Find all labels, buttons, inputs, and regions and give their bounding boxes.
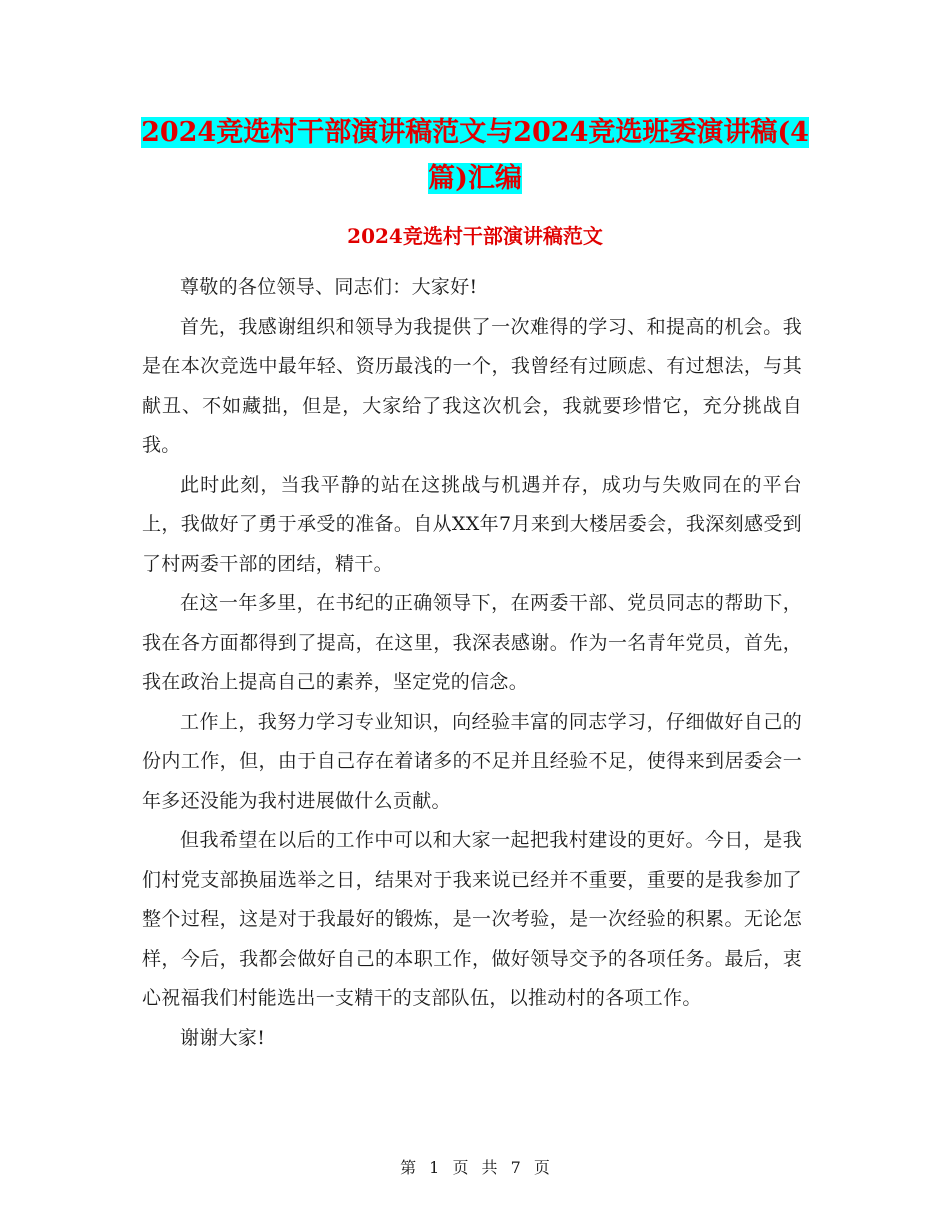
paragraph: 此时此刻，当我平静的站在这挑战与机遇并存，成功与失败同在的平台上，我做好了勇于承受的准备。自从XX年7月来到大楼居委会，我深刻感受到了村两委干部的团结，精干。 [142, 473, 802, 575]
page-number-footer: 第 1 页 共 7 页 [400, 1158, 550, 1177]
document-title [140, 110, 810, 202]
paragraph: 首先，我感谢组织和领导为我提供了一次难得的学习、和提高的机会。我是在本次竞选中最年轻、资历最浅的一个，我曾经有过顾虑、有过想法，与其献丑、不如藏拙，但是，大家给了我这次机会，我就要珍惜它，充分挑战自我。 [142, 315, 802, 456]
paragraph-closing: 谢谢大家! [180, 1026, 266, 1049]
document-body [142, 268, 802, 1058]
paragraph: 在这一年多里，在书纪的正确领导下，在两委干部、党员同志的帮助下，我在各方面都得到了提高，在这里，我深表感谢。作为一名青年党员，首先，我在政治上提高自己的素养，坚定党的信念。 [142, 592, 802, 693]
paragraph-greeting: 尊敬的各位领导、同志们：大家好! [180, 276, 478, 298]
document-title-text: 2024竞选村干部演讲稿范文与2024竞选班委演讲稿(4篇)汇编 [141, 117, 809, 194]
paragraph: 工作上，我努力学习专业知识，向经验丰富的同志学习，仔细做好自己的份内工作，但，由于自己存在着诸多的不足并且经验不足，使得来到居委会一年多还没能为我村进展做什么贡献。 [142, 710, 802, 812]
paragraph: 但我希望在以后的工作中可以和大家一起把我村建设的更好。今日，是我们村党支部换届选举之日，结果对于我来说已经并不重要，重要的是我参加了整个过程，这是对于我最好的锻炼，是一次考验，是一次经验的积累。无论怎样，今后，我都会做好自己的本职工作，做好领导交予的各项任务。最后，衷心祝福我们村能选出一支精干的支部队伍，以推动村的各项工作。 [142, 829, 802, 1009]
section-title: 2024竞选村干部演讲稿范文 [347, 224, 603, 248]
